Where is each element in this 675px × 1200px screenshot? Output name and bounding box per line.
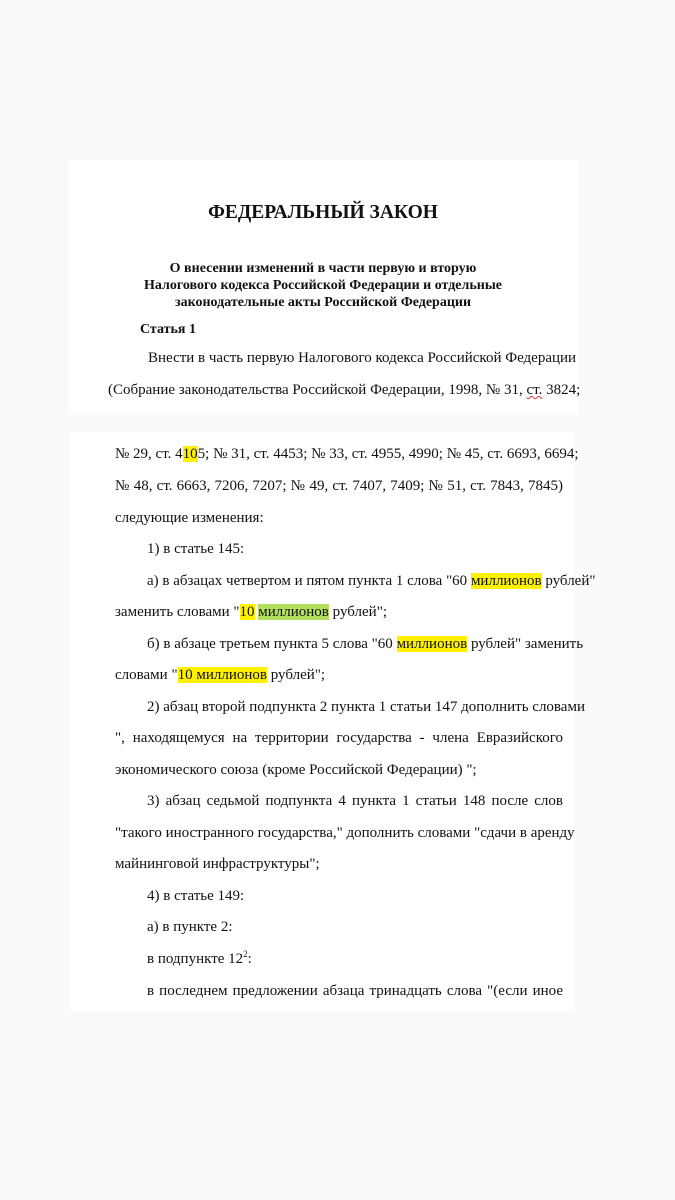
law-subtitle-line-2: Налогового кодекса Российской Федерации и отдельные: [144, 278, 502, 293]
text-line-9: 2) абзац второй подпункта 2 пункта 1 статьи 147 дополнить словами: [147, 699, 585, 715]
document-page-bottom: [70, 432, 596, 1012]
text-line-17: в подпункте $12^2$:: [147, 949, 252, 967]
text-line-2: № 48, ст. 6663, 7206, 7207; № 49, ст. 7407, 7409; № 51, ст. 7843, 7845): [115, 478, 563, 494]
text-line-16: а) в пункте 2:: [147, 919, 233, 935]
intro-line-1: Внести в часть первую Налогового кодекса Российской Федерации: [148, 350, 577, 366]
document-page-top: [68, 160, 581, 415]
text-line-8: словами "10 миллионов рублей";: [115, 667, 326, 683]
text-line-3: следующие изменения:: [115, 510, 264, 526]
text-line-13: "такого иностранного государства," дополнить словами "сдачи в аренду: [115, 825, 575, 841]
intro-line-2: (Собрание законодательства Российской Федерации, 1998, № 31, ст. 3824;: [108, 382, 581, 398]
text-line-12: 3) абзац седьмой подпункта 4 пункта 1 статьи 148 после слов: [147, 793, 563, 809]
law-subtitle-line-1: О внесении изменений в части первую и вторую: [169, 261, 477, 276]
text-line-18: в последнем предложении абзаца тринадцать слова "(если иное: [147, 983, 563, 999]
text-line-1: № 29, ст. 4105; № 31, ст. 4453; № 33, ст. 4955, 4990; № 45, ст. 6693, 6694;: [115, 446, 579, 462]
text-line-7: б) в абзаце третьем пункта 5 слова "60 миллионов рублей" заменить: [147, 636, 584, 652]
article-heading: Статья 1: [140, 322, 196, 337]
law-title: ФЕДЕРАЛЬНЫЙ ЗАКОН: [208, 202, 438, 223]
law-subtitle-line-3: законодательные акты Российской Федерации: [174, 295, 472, 310]
text-line-10: ", находящемуся на территории государства - члена Евразийского: [115, 730, 563, 746]
text-line-5: а) в абзацах четвертом и пятом пункта 1 слова "60 миллионов рублей": [147, 573, 596, 589]
text-line-15: 4) в статье 149:: [147, 888, 245, 904]
text-line-4: 1) в статье 145:: [147, 541, 245, 557]
text-line-14: майнинговой инфраструктуры";: [115, 856, 320, 872]
text-line-11: экономического союза (кроме Российской Федерации) ";: [115, 762, 477, 778]
text-line-6: заменить словами "10 миллионов рублей";: [115, 604, 387, 620]
